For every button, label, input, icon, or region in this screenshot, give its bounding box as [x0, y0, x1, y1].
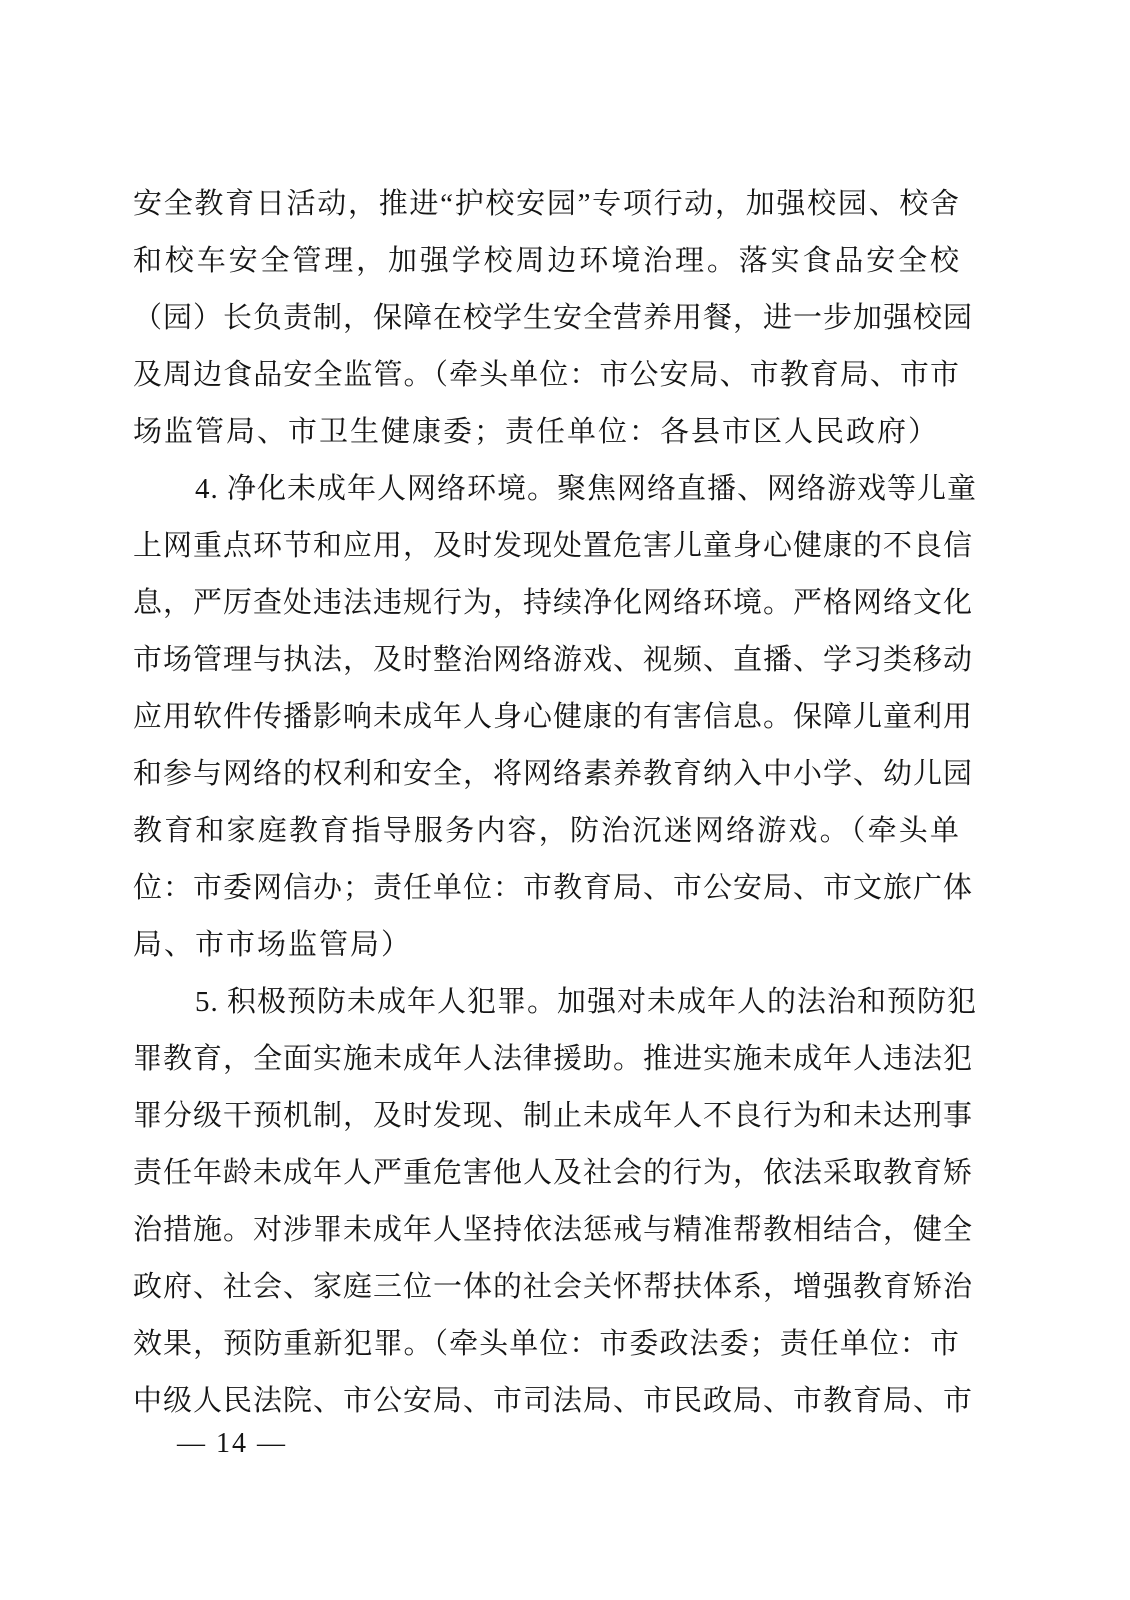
- text-line: 责任年龄未成年人严重危害他人及社会的行为，依法采取教育矫: [133, 1157, 974, 1189]
- paragraph-5: [133, 974, 978, 1430]
- text-line: 教育和家庭教育指导服务内容，防治沉迷网络游戏。（牵头单: [133, 815, 960, 847]
- text-line: 及周边食品安全监管。（牵头单位：市公安局、市教育局、市市: [133, 359, 960, 391]
- text-line: 效果，预防重新犯罪。（牵头单位：市委政法委；责任单位：市: [133, 1328, 960, 1360]
- text-line: 中级人民法院、市公安局、市司法局、市民政局、市教育局、市: [133, 1385, 974, 1417]
- text-line: 位：市委网信办；责任单位：市教育局、市公安局、市文旅广体: [133, 872, 974, 904]
- text-line: 5. 积极预防未成年人犯罪。加强对未成年人的法治和预防犯: [195, 986, 978, 1018]
- text-line: （园）长负责制，保障在校学生安全营养用餐，进一步加强校园: [133, 302, 974, 334]
- text-line: 安全教育日活动，推进“护校安园”专项行动，加强校园、校舍: [133, 188, 960, 220]
- paragraph-4: [133, 461, 978, 974]
- text-line: 和参与网络的权利和安全，将网络素养教育纳入中小学、幼儿园: [133, 758, 974, 790]
- text-line: 局、市市场监管局）: [133, 929, 413, 961]
- text-line: 和校车安全管理，加强学校周边环境治理。落实食品安全校: [133, 245, 960, 277]
- text-line: 治措施。对涉罪未成年人坚持依法惩戒与精准帮教相结合，健全: [133, 1214, 974, 1246]
- text-line: 4. 净化未成年人网络环境。聚焦网络直播、网络游戏等儿童: [195, 473, 978, 505]
- text-line: 场监管局、市卫生健康委；责任单位：各县市区人民政府）: [133, 416, 940, 448]
- text-line: 政府、社会、家庭三位一体的社会关怀帮扶体系，增强教育矫治: [133, 1271, 974, 1303]
- text-line: 罪分级干预机制，及时发现、制止未成年人不良行为和未达刑事: [133, 1100, 974, 1132]
- paragraph-3-continuation: [133, 176, 974, 461]
- text-line: 应用软件传播影响未成年人身心健康的有害信息。保障儿童利用: [133, 701, 974, 733]
- page-number: — 14 —: [177, 1428, 287, 1459]
- document-body: [133, 176, 978, 1430]
- text-line: 罪教育，全面实施未成年人法律援助。推进实施未成年人违法犯: [133, 1043, 974, 1075]
- text-line: 上网重点环节和应用，及时发现处置危害儿童身心健康的不良信: [133, 530, 974, 562]
- text-line: 市场管理与执法，及时整治网络游戏、视频、直播、学习类移动: [133, 644, 974, 676]
- text-line: 息，严厉查处违法违规行为，持续净化网络环境。严格网络文化: [133, 587, 974, 619]
